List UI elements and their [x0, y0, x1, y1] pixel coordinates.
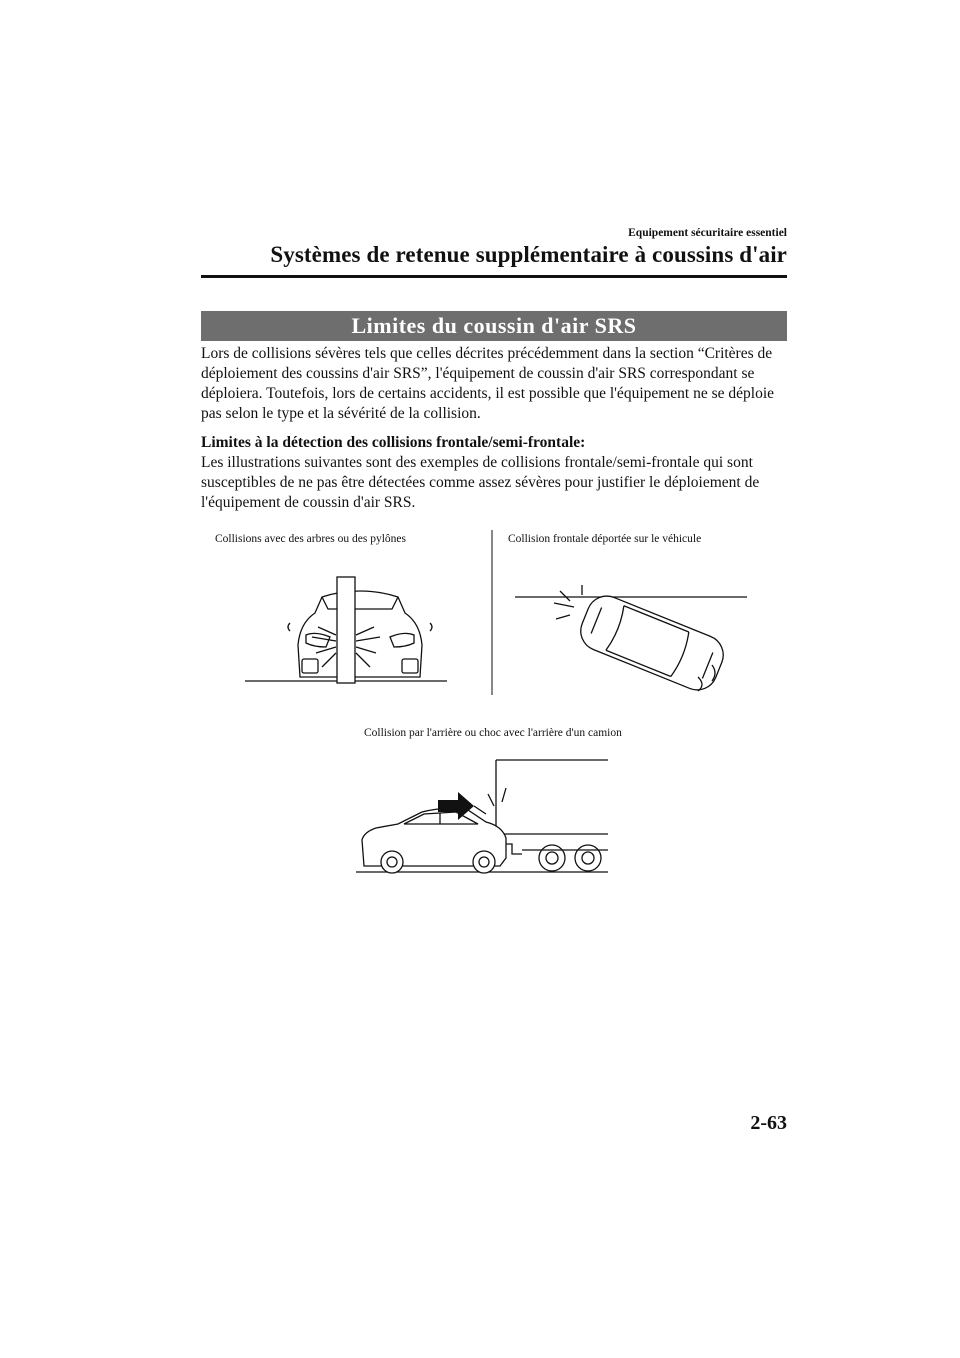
- offset-collision-illustration: [512, 585, 752, 695]
- topic-banner: [201, 311, 787, 341]
- subsection-paragraph: Les illustrations suivantes sont des exemples de collisions frontale/semi-frontale qui sont susceptibles de ne pas être détectées comme assez sévères pour justifier le déploiement de l'équipement de coussin d'air SRS.: [201, 454, 760, 511]
- underride-collision-caption: Collision par l'arrière ou choc avec l'arrière d'un camion: [364, 727, 622, 739]
- underride-collision-illustration: [356, 758, 612, 876]
- page-number: 2-63: [750, 1112, 787, 1134]
- pole-collision-caption: Collisions avec des arbres ou des pylônes: [215, 533, 406, 545]
- figure-divider: [491, 530, 493, 695]
- pole-collision-illustration: [240, 575, 450, 690]
- intro-paragraph: Lors de collisions sévères tels que celles décrites précédemment dans la section “Critères de déploiement des coussins d'air SRS”, l'équipement de coussin d'air SRS correspondant se déploiera. Toutefois, lors de certains accidents, il est possible que l'équipement ne se déploie pas selon le type et la sévérité de la collision.: [201, 345, 775, 422]
- offset-collision-caption: Collision frontale déportée sur le véhicule: [508, 533, 702, 545]
- section-label: Equipement sécuritaire essentiel: [628, 227, 787, 239]
- topic-title: Limites du coussin d'air SRS: [351, 313, 637, 338]
- chapter-title: Systèmes de retenue supplémentaire à coussins d'air: [270, 242, 787, 267]
- header-rule: [201, 275, 787, 278]
- subsection-heading: Limites à la détection des collisions frontale/semi-frontale:: [201, 434, 586, 451]
